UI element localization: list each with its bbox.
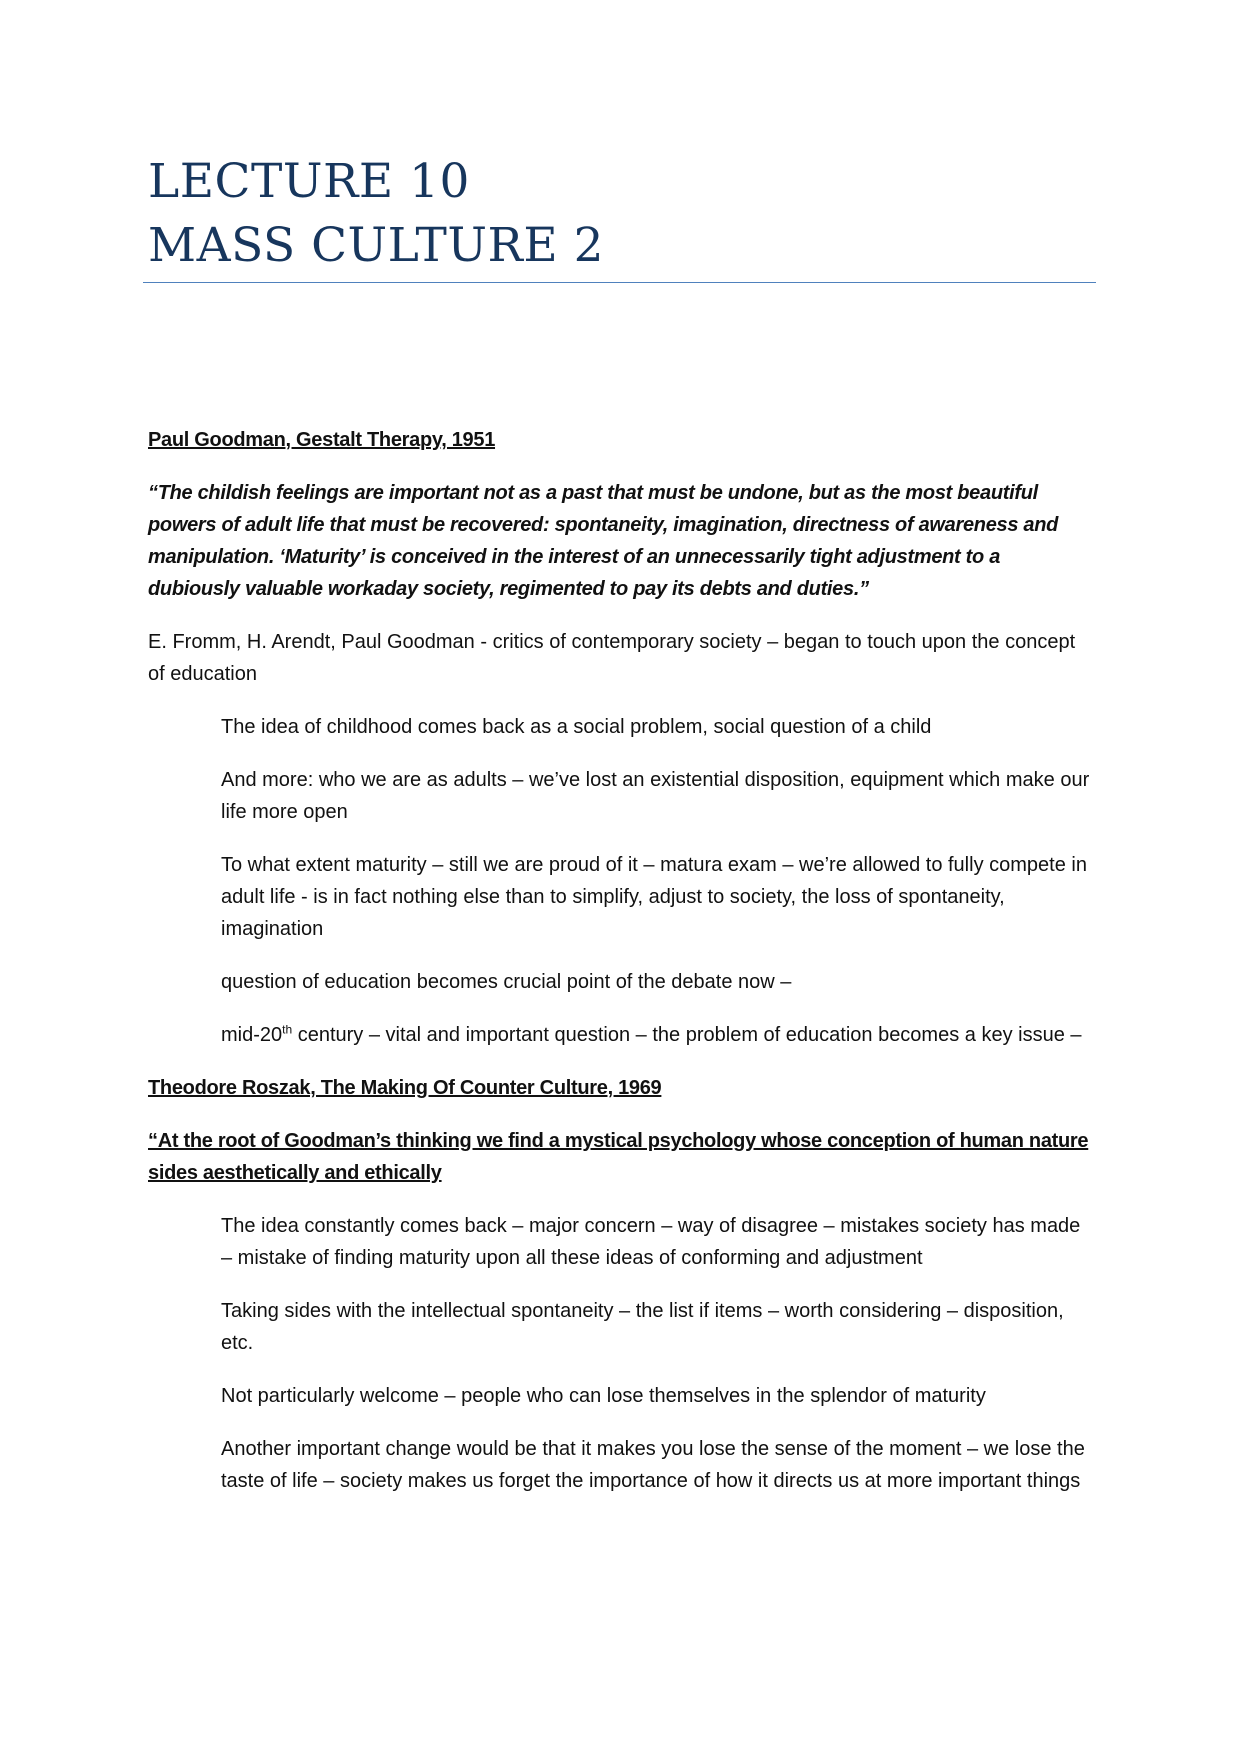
- title-line-1: LECTURE 10: [148, 154, 470, 209]
- note-paragraph: The idea of childhood comes back as a social problem, social question of a child: [221, 716, 932, 738]
- document-title: [148, 150, 1098, 278]
- note-paragraph: The idea constantly comes back – major concern – way of disagree – mistakes society has made – mistake of finding maturity upon all these ideas of conforming and adjustment: [221, 1215, 1081, 1269]
- note-paragraph: Not particularly welcome – people who can lose themselves in the splendor of maturity: [221, 1385, 986, 1407]
- century-ordinal-suffix: th: [282, 1022, 293, 1037]
- section-heading-roszak: Theodore Roszak, The Making Of Counter Culture, 1969: [148, 1077, 662, 1099]
- note-paragraph-century: [221, 1019, 1093, 1051]
- title-line-2: MASS CULTURE 2: [148, 218, 605, 273]
- century-prefix: mid-20: [221, 1024, 283, 1046]
- intro-paragraph: E. Fromm, H. Arendt, Paul Goodman - critics of contemporary society – began to touch upon the concept of education: [148, 631, 1076, 685]
- goodman-quote: “The childish feelings are important not as a past that must be undone, but as the most beautiful powers of adult life that must be recovered: spontaneity, imagination, directness of awareness and manipulation. ‘Maturity’ is conceived in the interest of an unnecessarily tight adjustment to a dubiously valuable workaday society, regimented to pay its debts and duties.”: [148, 482, 1059, 600]
- century-text: century – vital and important question – the problem of education becomes a key issue –: [292, 1024, 1082, 1046]
- note-paragraph: Taking sides with the intellectual spontaneity – the list if items – worth considering – disposition, etc.: [221, 1300, 1064, 1354]
- roszak-quote: “At the root of Goodman’s thinking we find a mystical psychology whose conception of human nature sides aesthetically and ethically: [148, 1130, 1089, 1184]
- title-divider: [143, 282, 1096, 283]
- note-paragraph: Another important change would be that it makes you lose the sense of the moment – we lose the taste of life – society makes us forget the importance of how it directs us at more important things: [221, 1438, 1085, 1492]
- section-heading-goodman: Paul Goodman, Gestalt Therapy, 1951: [148, 429, 496, 451]
- note-paragraph: question of education becomes crucial point of the debate now –: [221, 971, 792, 993]
- document-body: [148, 424, 1093, 1518]
- note-paragraph: To what extent maturity – still we are proud of it – matura exam – we’re allowed to fully compete in adult life - is in fact nothing else than to simplify, adjust to society, the loss of spontaneity, imagination: [221, 854, 1087, 940]
- note-paragraph: And more: who we are as adults – we’ve lost an existential disposition, equipment which make our life more open: [221, 769, 1090, 823]
